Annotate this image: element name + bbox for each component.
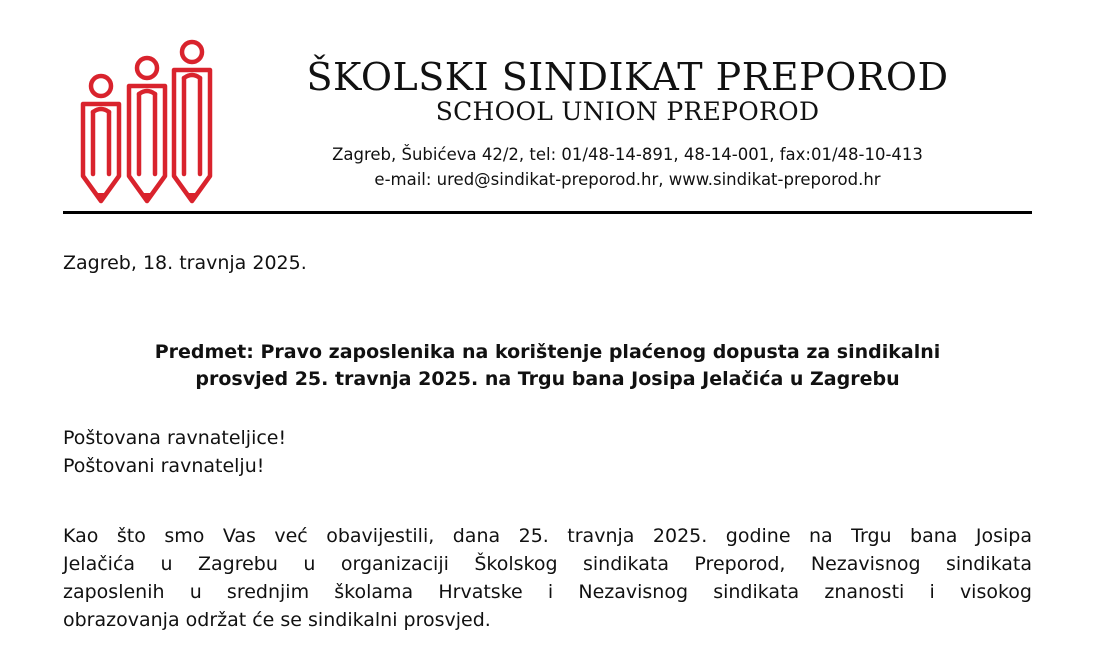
body-paragraph — [63, 522, 1032, 634]
header-divider — [63, 211, 1032, 214]
salutation-block — [63, 424, 286, 480]
body-line: Jelačića u Zagrebu u organizaciji Školskog sindikata Preporod, Nezavisnog sindikata — [63, 553, 1032, 575]
union-logo-pencils-icon — [70, 36, 220, 206]
salutation-line: Poštovana ravnateljice! — [63, 427, 287, 449]
body-line: Kao što smo Vas već obavijestili, dana 25. travnja 2025. godine na Trgu bana Josipa — [63, 525, 1032, 547]
subject-line: Predmet: Pravo zaposlenika na korištenje plaćenog dopusta za sindikalni — [154, 341, 941, 363]
union-logo — [70, 36, 220, 206]
body-line: obrazovanja održat će se sindikalni prosvjed. — [63, 609, 491, 631]
address-line: Zagreb, Šubićeva 42/2, tel: 01/48-14-891, 48-14-001, fax:01/48-10-413 — [332, 145, 923, 164]
org-name-english: SCHOOL UNION PREPOROD — [435, 97, 820, 126]
body-line: zaposlenih u srednjim školama Hrvatske i Nezavisnog sindikata znanosti i visokog — [63, 581, 1032, 603]
email-line: e-mail: ured@sindikat-preporod.hr, www.sindikat-preporod.hr — [374, 170, 881, 189]
org-name-croatian: ŠKOLSKI SINDIKAT PREPOROD — [306, 55, 949, 99]
letter-date: Zagreb, 18. travnja 2025. — [63, 252, 307, 274]
letter-subject — [63, 339, 1032, 393]
salutation-line: Poštovani ravnatelju! — [63, 455, 265, 477]
subject-line: prosvjed 25. travnja 2025. na Trgu bana Josipa Jelačića u Zagrebu — [195, 368, 900, 390]
